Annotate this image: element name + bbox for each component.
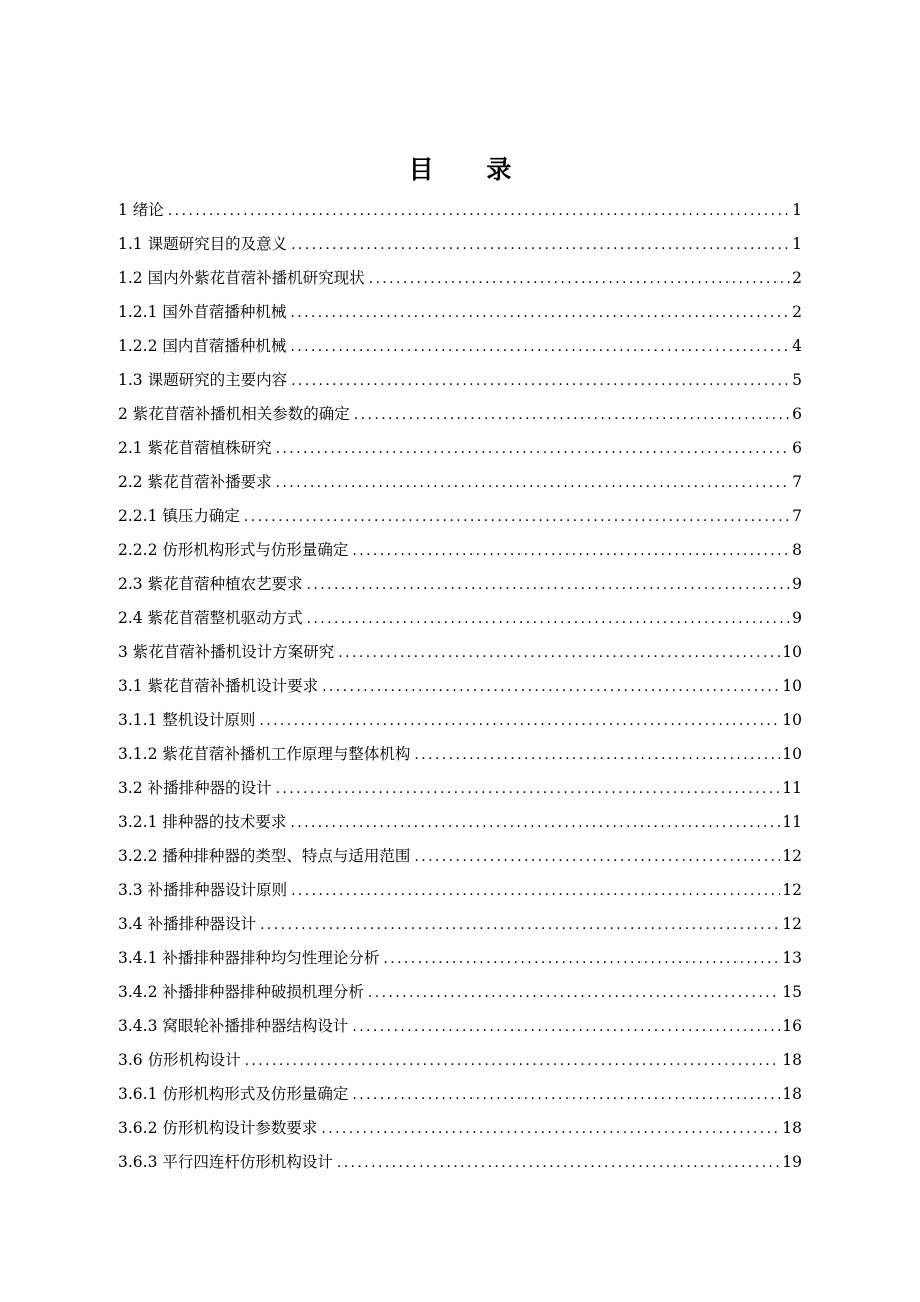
toc-dot-leader (383, 942, 780, 975)
toc-dot-leader (291, 228, 790, 261)
toc-dot-leader (276, 772, 781, 805)
toc-dot-leader (352, 1010, 780, 1043)
toc-entry-page-number: 7 (792, 507, 802, 525)
toc-entry-page-number: 1 (792, 235, 802, 253)
toc-entry-title: 3.1 紫花苜蓿补播机设计要求 (118, 677, 319, 695)
toc-entry-page-number: 10 (782, 711, 802, 729)
toc-dot-leader (322, 670, 780, 703)
toc-entry-title: 3.2.2 播种排种器的类型、特点与适用范围 (118, 847, 411, 865)
toc-entry[interactable] (118, 193, 802, 227)
toc-entry[interactable] (118, 907, 802, 941)
toc-entry-page-number: 6 (792, 405, 802, 423)
toc-entry[interactable] (118, 567, 802, 601)
toc-entry-page-number: 5 (792, 371, 802, 389)
toc-entry[interactable] (118, 329, 802, 363)
toc-entry[interactable] (118, 601, 802, 635)
toc-dot-leader (337, 1146, 780, 1179)
toc-entry[interactable] (118, 533, 802, 567)
toc-entry-title: 3.4.3 窝眼轮补播排种器结构设计 (118, 1017, 349, 1035)
toc-entry-title: 2.1 紫花苜蓿植株研究 (118, 439, 272, 457)
toc-entry-title: 1.2.2 国内苜蓿播种机械 (118, 337, 287, 355)
toc-entry[interactable] (118, 363, 802, 397)
toc-dot-leader (414, 738, 780, 771)
toc-entry-title: 2.2 紫花苜蓿补播要求 (118, 473, 272, 491)
toc-title: 目 录 (408, 155, 534, 184)
toc-entry-title: 3.6.1 仿形机构形式及仿形量确定 (118, 1085, 349, 1103)
toc-entry-title: 3.4.2 补播排种器排种破损机理分析 (118, 983, 364, 1001)
toc-entry[interactable] (118, 635, 802, 669)
toc-entry[interactable] (118, 1111, 802, 1145)
toc-entry-page-number: 10 (782, 677, 802, 695)
toc-dot-leader (276, 466, 791, 499)
toc-entry[interactable] (118, 1077, 802, 1111)
toc-dot-leader (307, 602, 791, 635)
toc-entry[interactable] (118, 737, 802, 771)
toc-entry-page-number: 2 (792, 269, 802, 287)
toc-entry-title: 2.4 紫花苜蓿整机驱动方式 (118, 609, 303, 627)
toc-entry-page-number: 15 (782, 983, 802, 1001)
toc-dot-leader (352, 534, 790, 567)
toc-entry[interactable] (118, 499, 802, 533)
toc-entry-title: 2 紫花苜蓿补播机相关参数的确定 (118, 405, 350, 423)
toc-dot-leader (368, 976, 780, 1009)
toc-dot-leader (245, 1044, 781, 1077)
toc-entry-title: 3.6 仿形机构设计 (118, 1051, 241, 1069)
toc-entry-title: 3.1.2 紫花苜蓿补播机工作原理与整体机构 (118, 745, 411, 763)
toc-entry-title: 1.1 课题研究目的及意义 (118, 235, 288, 253)
toc-entry[interactable] (118, 771, 802, 805)
toc-dot-leader (291, 874, 780, 907)
toc-entry-page-number: 18 (782, 1051, 802, 1069)
toc-entry-page-number: 12 (782, 847, 802, 865)
toc-entry-title: 3 紫花苜蓿补播机设计方案研究 (118, 643, 335, 661)
toc-dot-leader (244, 500, 790, 533)
toc-entry-title: 2.2.2 仿形机构形式与仿形量确定 (118, 541, 349, 559)
toc-dot-leader (338, 636, 780, 669)
toc-dot-leader (414, 840, 780, 873)
toc-entry-page-number: 18 (782, 1085, 802, 1103)
toc-entry-title: 3.2 补播排种器的设计 (118, 779, 272, 797)
toc-entry-page-number: 9 (792, 609, 802, 627)
toc-entry[interactable] (118, 1009, 802, 1043)
toc-entry-page-number: 8 (792, 541, 802, 559)
toc-entry-page-number: 1 (792, 201, 802, 219)
toc-dot-leader (259, 704, 780, 737)
toc-dot-leader (290, 330, 790, 363)
toc-entry[interactable] (118, 1043, 802, 1077)
toc-entry-page-number: 4 (792, 337, 802, 355)
toc-dot-leader (260, 908, 780, 941)
toc-entry-title: 3.4.1 补播排种器排种均匀性理论分析 (118, 949, 380, 967)
toc-dot-leader (369, 262, 791, 295)
toc-entry-title: 3.4 补播排种器设计 (118, 915, 257, 933)
toc-list (118, 193, 802, 1179)
toc-entry-page-number: 16 (782, 1017, 802, 1035)
toc-dot-leader (354, 398, 790, 431)
toc-entry-page-number: 7 (792, 473, 802, 491)
toc-entry-page-number: 13 (782, 949, 802, 967)
toc-entry[interactable] (118, 397, 802, 431)
toc-entry-page-number: 6 (792, 439, 802, 457)
toc-entry[interactable] (118, 227, 802, 261)
toc-entry[interactable] (118, 1145, 802, 1179)
toc-dot-leader (321, 1112, 780, 1145)
toc-entry-page-number: 2 (792, 303, 802, 321)
toc-entry-title: 3.6.2 仿形机构设计参数要求 (118, 1119, 318, 1137)
toc-entry[interactable] (118, 941, 802, 975)
toc-entry-title: 1.3 课题研究的主要内容 (118, 371, 288, 389)
toc-entry[interactable] (118, 873, 802, 907)
toc-entry-title: 3.6.3 平行四连杆仿形机构设计 (118, 1153, 333, 1171)
toc-entry[interactable] (118, 975, 802, 1009)
toc-entry-page-number: 18 (782, 1119, 802, 1137)
toc-entry-page-number: 11 (782, 813, 802, 831)
toc-entry[interactable] (118, 805, 802, 839)
toc-entry[interactable] (118, 465, 802, 499)
toc-dot-leader (352, 1078, 780, 1111)
toc-entry[interactable] (118, 703, 802, 737)
toc-dot-leader (276, 432, 791, 465)
toc-entry-page-number: 12 (782, 881, 802, 899)
toc-entry-page-number: 10 (782, 745, 802, 763)
toc-entry[interactable] (118, 431, 802, 465)
toc-entry[interactable] (118, 839, 802, 873)
toc-entry-page-number: 10 (782, 643, 802, 661)
toc-entry-page-number: 19 (782, 1153, 802, 1171)
toc-entry-page-number: 11 (782, 779, 802, 797)
toc-entry[interactable] (118, 295, 802, 329)
toc-dot-leader (290, 296, 790, 329)
toc-entry-title: 3.3 补播排种器设计原则 (118, 881, 288, 899)
toc-entry-title: 2.2.1 镇压力确定 (118, 507, 240, 525)
toc-entry-title: 1.2.1 国外苜蓿播种机械 (118, 303, 287, 321)
toc-entry-title: 1 绪论 (118, 201, 164, 219)
toc-entry-title: 2.3 紫花苜蓿种植农艺要求 (118, 575, 303, 593)
toc-entry[interactable] (118, 669, 802, 703)
toc-dot-leader (291, 364, 790, 397)
toc-entry-page-number: 9 (792, 575, 802, 593)
toc-entry-title: 3.2.1 排种器的技术要求 (118, 813, 287, 831)
toc-entry[interactable] (118, 261, 802, 295)
toc-entry-title: 1.2 国内外紫花苜蓿补播机研究现状 (118, 269, 365, 287)
toc-dot-leader (307, 568, 791, 601)
toc-dot-leader (168, 194, 790, 227)
toc-entry-title: 3.1.1 整机设计原则 (118, 711, 256, 729)
toc-dot-leader (290, 806, 780, 839)
toc-entry-page-number: 12 (782, 915, 802, 933)
